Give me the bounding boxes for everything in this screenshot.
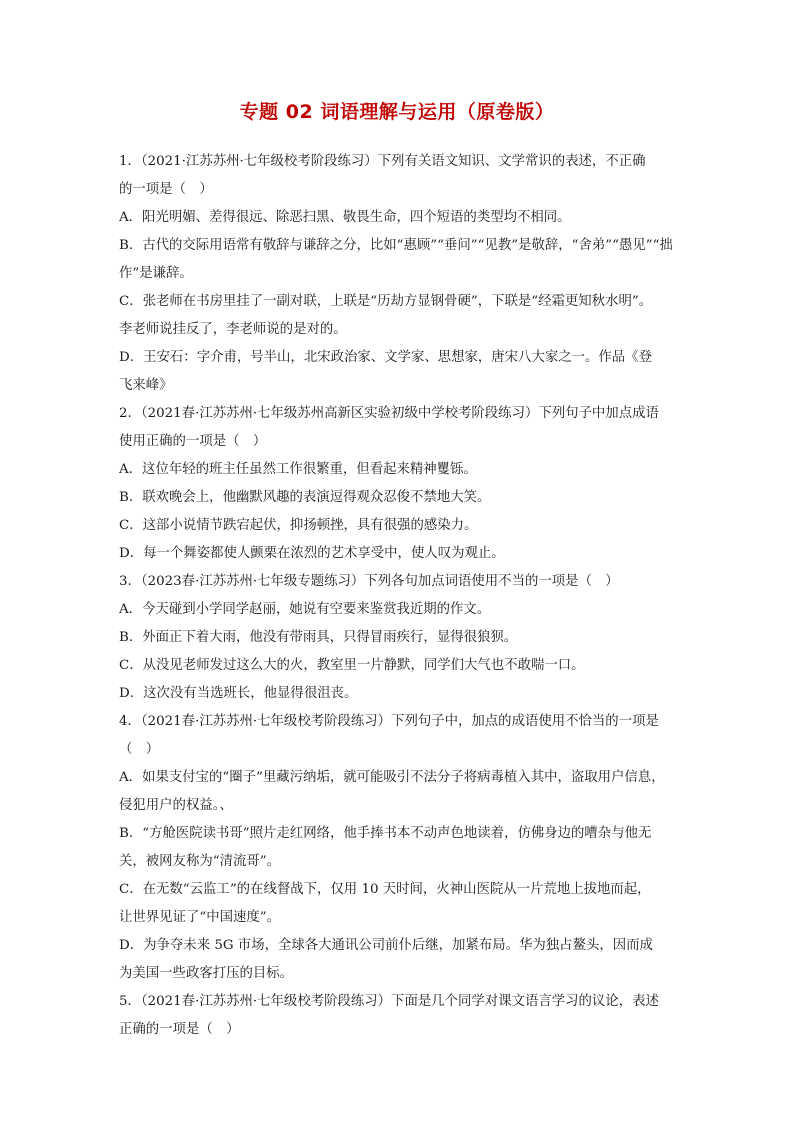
text-line: A．今天碰到小学同学赵丽，她说有空要来鉴赏我近期的作文。 (119, 602, 491, 617)
text-line: 3．（2023春·江苏苏州·七年级专题练习）下列各句加点词语使用不当的一项是（ ） (119, 574, 619, 589)
text-line: C．张老师在书房里挂了一副对联，上联是“历劫方显钢骨硬”，下联是“经霜更知秋水明”。 (119, 294, 653, 309)
text-line: D．为争夺未来 5G 市场，全球各大通讯公司前仆后继，加紧布局。华为独占鳌头，因而成 (119, 938, 653, 953)
text-line: 李老师说挂反了，李老师说的是对的。 (119, 322, 347, 337)
text-line: D．这次没有当选班长，他显得很沮丧。 (119, 686, 358, 701)
text-line: 作”是谦辞。 (119, 266, 193, 281)
text-line: 关，被网友称为“清流哥”。 (119, 854, 280, 869)
text-line: 2．（2021春·江苏苏州·七年级苏州高新区实验初级中学校考阶段练习）下列句子中加点成语 (119, 406, 659, 421)
document-body (119, 148, 679, 1044)
text-line: D．每一个舞姿都使人颤栗在浓烈的艺术享受中，使人叹为观止。 (119, 546, 505, 561)
text-line: C．从没见老师发过这么大的火，教室里一片静默，同学们大气也不敢喘一口。 (119, 658, 585, 673)
text-line: 飞来峰》 (119, 378, 173, 393)
text-line: A．如果支付宝的“圈子”里藏污纳垢，就可能吸引不法分子将病毒植入其中，盗取用户信息， (119, 770, 665, 785)
text-line: 5．（2021春·江苏苏州·七年级校考阶段练习）下面是几个同学对课文语言学习的议论，表述 (119, 994, 659, 1009)
text-line: 侵犯用户的权益。、 (119, 798, 233, 813)
text-line: A．这位年轻的班主任虽然工作很繁重，但看起来精神矍铄。 (119, 462, 477, 477)
text-line: 正确的一项是（ ） (119, 1022, 240, 1037)
text-line: 4．（2021春·江苏苏州·七年级校考阶段练习）下列句子中，加点的成语使用不恰当的一项是 (119, 714, 659, 729)
text-line: D．王安石：字介甫，号半山，北宋政治家、文学家、思想家，唐宋八大家之一。作品《登 (119, 350, 652, 365)
text-line: C．这部小说情节跌宕起伏，抑扬顿挫，具有很强的感染力。 (119, 518, 478, 533)
document-title: 专题 02 词语理解与运用（原卷版） (239, 101, 555, 123)
text-line: 让世界见证了“中国速度”。 (119, 910, 280, 925)
text-line: 1．（2021·江苏苏州·七年级校考阶段练习）下列有关语文知识、文学常识的表述，不正确 (119, 154, 646, 169)
text-line: 使用正确的一项是（ ） (119, 434, 267, 449)
text-line: B．联欢晚会上，他幽默风趣的表演逗得观众忍俊不禁地大笑。 (119, 490, 491, 505)
text-line: 为美国一些政客打压的目标。 (119, 966, 294, 981)
text-line: B．外面正下着大雨，他没有带雨具，只得冒雨疾行，显得很狼狈。 (119, 630, 518, 645)
text-line: 的一项是（ ） (119, 182, 213, 197)
text-line: （ ） (119, 742, 160, 757)
text-line: B．“方舱医院读书哥”照片走红网络，他手捧书本不动声色地读着，仿佛身边的嘈杂与他无 (119, 826, 652, 841)
text-line: A．阳光明媚、差得很远、除恶扫黑、敬畏生命，四个短语的类型均不相同。 (119, 210, 571, 225)
text-line: C．在无数“云监工”的在线督战下，仅用 10 天时间，火神山医院从一片荒地上拔地而起， (119, 882, 651, 897)
text-line: B．古代的交际用语常有敬辞与谦辞之分，比如“惠顾”“垂问”“见教”是敬辞，“舍弟”“愚见”“拙 (119, 238, 673, 253)
